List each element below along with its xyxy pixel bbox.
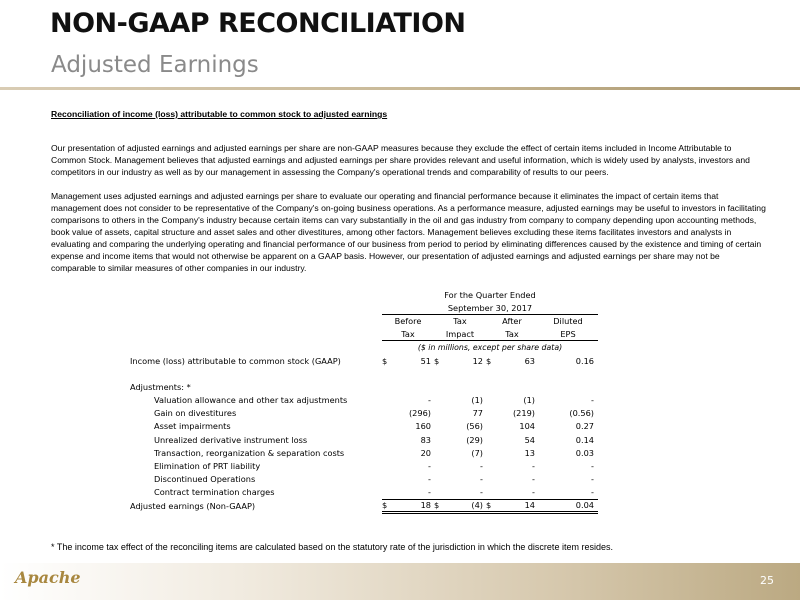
page-title: NON-GAAP RECONCILIATION [50,8,466,39]
cell-tax-impact: (1) [471,395,483,406]
period-heading-line1: For the Quarter Ended [444,289,536,300]
table-row [130,486,598,499]
column-header-row-bottom [130,328,598,341]
cell-after-tax: 14 [498,499,538,512]
dollar-sign: $ [486,355,492,366]
row-label: Transaction, reorganization & separation costs [154,447,345,458]
row-label: Adjusted earnings (Non-GAAP) [130,500,256,511]
col-header-before: Before [394,316,422,327]
col-header-diluted: Diluted [553,316,583,327]
cell-diluted-eps: 0.03 [575,447,594,458]
intro-paragraph: Our presentation of adjusted earnings and adjusted earnings per share are non-GAAP measures because they exclude the effect of certain items included in Income Attributable to Common Stock. Management believes that adjusted earnings and adjusted earnings per share provides relevant and useful information, which is widely used by analysts, investors and competitors in our industry as well as by our management in assessing the Company's operational trends and comparability of results to our peers. [51,143,750,177]
cell-before-tax: - [428,474,431,485]
page-subtitle: Adjusted Earnings [51,52,259,78]
row-label: Discontinued Operations [154,474,256,485]
cell-before-tax: (296) [408,408,431,419]
section-heading: Reconciliation of income (loss) attributable to common stock to adjusted earnings [51,109,388,119]
cell-tax-impact: 12 [472,355,483,366]
page-number: 25 [760,574,774,587]
row-label: Unrealized derivative instrument loss [154,434,308,445]
dollar-sign: $ [382,355,388,366]
col-header-eps: EPS [538,328,598,341]
cell-tax-impact: 77 [472,408,483,419]
cell-after-tax: (219) [512,408,535,419]
cell-tax-impact: (56) [466,421,483,432]
table-row [130,354,598,367]
cell-tax-impact: - [480,461,483,472]
cell-before-tax: 160 [415,421,431,432]
col-header-after-tax: Tax [486,328,538,341]
apache-logo: Apache [15,568,81,587]
footer-bar [0,563,800,600]
header-divider [0,87,800,90]
cell-before-tax: 83 [420,434,431,445]
col-header-impact: Impact [434,328,486,341]
dollar-sign: $ [382,499,394,512]
cell-before-tax: - [428,395,431,406]
col-header-tax: Tax [453,316,467,327]
table-row [130,420,598,433]
cell-after-tax: 104 [519,421,535,432]
cell-diluted-eps: 0.27 [575,421,594,432]
table-row [130,394,598,407]
cell-diluted-eps: - [591,395,594,406]
cell-diluted-eps: (0.56) [569,408,594,419]
column-header-row-top [130,314,598,327]
adjustments-label: Adjustments: * [130,381,191,392]
cell-diluted-eps: 0.04 [538,499,598,512]
cell-after-tax: - [532,487,535,498]
col-header-before-tax: Tax [382,328,434,341]
cell-after-tax: - [532,461,535,472]
period-heading-line2: September 30, 2017 [382,301,598,314]
row-label: Valuation allowance and other tax adjustments [154,395,348,406]
row-label: Asset impairments [154,421,231,432]
table-row [130,459,598,472]
col-header-after: After [502,316,522,327]
row-label: Gain on divestitures [154,408,237,419]
cell-diluted-eps: - [591,487,594,498]
cell-before-tax: 18 [394,499,434,512]
row-label: Contract termination charges [154,487,275,498]
cell-after-tax: 63 [524,355,535,366]
cell-before-tax: - [428,461,431,472]
table-row [130,446,598,459]
cell-diluted-eps: - [591,461,594,472]
row-label: Income (loss) attributable to common stock (GAAP) [130,355,341,366]
cell-diluted-eps: 0.16 [575,355,594,366]
cell-tax-impact: (4) [446,499,486,512]
explanation-paragraph: Management uses adjusted earnings and adjusted earnings per share to evaluate our operating and financial performance because it eliminates the impact of certain items that management does not consider to be representative of the Company's on-going business operations. As a performance measure, adjusted earnings may be useful to investors in facilitating comparisons to others in the Company's industry because certain items can vary substantially in the oil and gas industry from company to company depending upon accounting methods, book value of assets, capital structure and asset sales and other divestitures, among other factors. Management believes excluding these items facilitates investors and analysts in evaluating and comparing the underlying operating and financial performance of our business from period to period by eliminating differences caused by the existence and timing of certain expense and income items that would not otherwise be apparent on a GAAP basis. However, our presentation of adjusted earnings and adjusted earnings per share may not be comparable to similar measures of other companies in our industry. [51,191,766,273]
dollar-sign: $ [486,499,498,512]
cell-diluted-eps: - [591,474,594,485]
cell-after-tax: - [532,474,535,485]
cell-after-tax: 13 [524,447,535,458]
total-row [130,499,598,512]
units-note: ($ in millions, except per share data) [417,343,563,353]
reconciliation-table [130,288,598,514]
dollar-sign: $ [434,499,446,512]
cell-after-tax: 54 [524,434,535,445]
cell-diluted-eps: 0.14 [575,434,594,445]
table-row [130,473,598,486]
cell-tax-impact: (7) [471,447,483,458]
footnote: * The income tax effect of the reconciling items are calculated based on the statutory rate of the jurisdiction in which the discrete item resides. [51,542,613,552]
cell-before-tax: - [428,487,431,498]
cell-tax-impact: - [480,474,483,485]
dollar-sign: $ [434,355,440,366]
row-label: Elimination of PRT liability [154,461,261,472]
cell-before-tax: 51 [420,355,431,366]
cell-before-tax: 20 [420,447,431,458]
table-row [130,433,598,446]
cell-after-tax: (1) [523,395,535,406]
cell-tax-impact: (29) [466,434,483,445]
table-row [130,407,598,420]
cell-tax-impact: - [480,487,483,498]
